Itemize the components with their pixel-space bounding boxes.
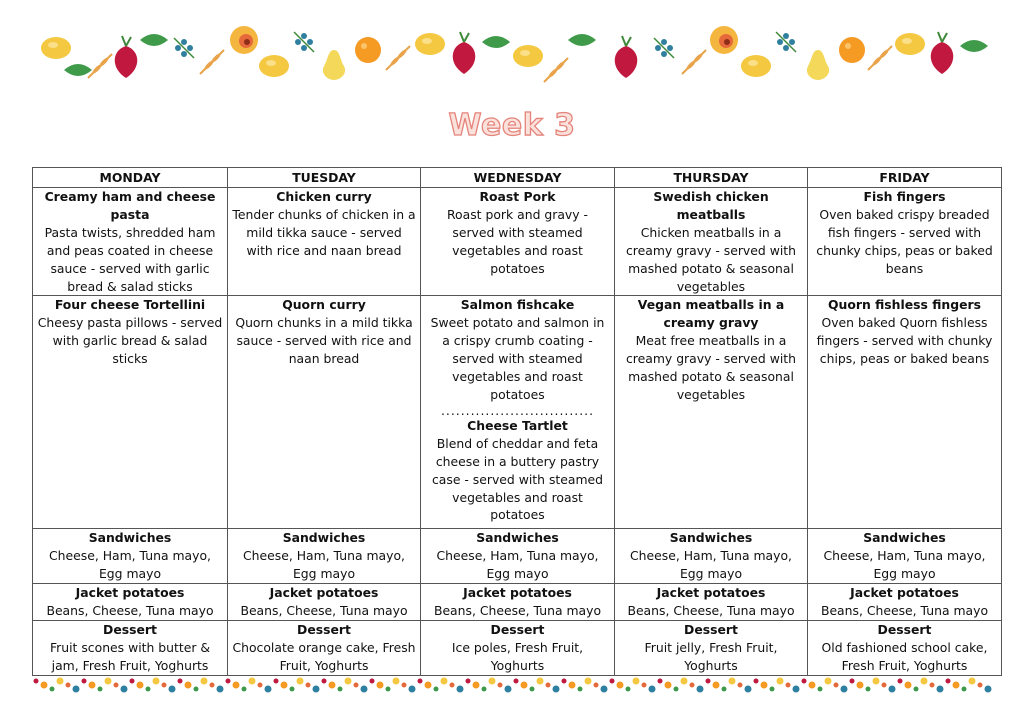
sandwiches-label: Sandwiches xyxy=(669,530,753,546)
jacket-label: Jacket potatoes xyxy=(656,585,766,601)
menu-cell xyxy=(33,620,228,675)
day-header: MONDAY xyxy=(33,168,228,188)
jacket-potatoes-row xyxy=(33,584,1002,621)
border-flower-icon xyxy=(809,682,816,689)
menu-cell xyxy=(228,584,421,621)
dish-description: Roast pork and gravy - served with steamed vegetables and roast potatoes xyxy=(446,206,588,276)
menu-cell xyxy=(421,188,615,296)
border-flower-icon xyxy=(841,686,848,693)
border-flower-icon xyxy=(722,687,727,692)
dish-description: Chicken meatballs in a creamy gravy - served with mashed potato & seasonal vegetables xyxy=(626,224,796,294)
border-flower-icon xyxy=(450,683,455,688)
menu-cell xyxy=(808,620,1002,675)
border-flower-icon xyxy=(834,683,839,688)
border-flower-icon xyxy=(578,687,583,692)
border-flower-icon xyxy=(546,683,551,688)
border-flower-icon xyxy=(201,678,208,685)
border-flower-icon xyxy=(274,679,279,684)
border-flower-icon xyxy=(921,678,928,685)
border-flower-icon xyxy=(674,687,679,692)
dish-description: Meat free meatballs in a creamy gravy - served with mashed potato & seasonal vegetables xyxy=(626,333,796,402)
dish-name: Chicken curry xyxy=(276,189,372,204)
menu-cell xyxy=(33,296,228,529)
footer-flower-border xyxy=(32,674,996,696)
border-flower-icon xyxy=(857,682,864,689)
menu-table xyxy=(32,167,1002,676)
border-flower-icon xyxy=(514,679,519,684)
sandwiches-items: Cheese, Ham, Tuna mayo, Egg mayo xyxy=(823,548,986,582)
menu-cell xyxy=(228,620,421,675)
border-flower-icon xyxy=(457,686,464,693)
jacket-label: Jacket potatoes xyxy=(269,585,379,601)
border-flower-icon xyxy=(761,682,768,689)
border-flower-icon xyxy=(729,678,736,685)
sandwiches-label: Sandwiches xyxy=(863,530,946,546)
border-flower-icon xyxy=(153,678,160,685)
border-flower-icon xyxy=(585,678,592,685)
border-flower-icon xyxy=(649,686,656,693)
dish-description: Oven baked crispy breaded fish fingers - served with chunky chips, peas or baked beans xyxy=(816,206,993,276)
border-flower-icon xyxy=(697,686,704,693)
menu-cell xyxy=(228,529,421,584)
border-flower-icon xyxy=(130,679,135,684)
menu-cell xyxy=(421,296,615,529)
border-flower-icon xyxy=(34,679,39,684)
border-flower-icon xyxy=(361,686,368,693)
dish-name: Swedish chicken meatballs xyxy=(653,189,769,222)
sandwiches-label: Sandwiches xyxy=(476,530,559,546)
menu-cell xyxy=(808,296,1002,529)
border-flower-icon xyxy=(194,687,199,692)
border-flower-icon xyxy=(985,686,992,693)
border-flower-icon xyxy=(258,683,263,688)
border-flower-icon xyxy=(249,678,256,685)
menu-cell xyxy=(615,620,808,675)
border-flower-icon xyxy=(265,686,272,693)
dessert-label: Dessert xyxy=(103,621,157,637)
dish-name: Vegan meatballs in a creamy gravy xyxy=(637,297,785,331)
border-flower-icon xyxy=(354,683,359,688)
dish-description: Oven baked Quorn fishless fingers - served with chunky chips, peas or baked beans xyxy=(816,315,993,367)
sandwiches-label: Sandwiches xyxy=(88,530,172,546)
border-flower-icon xyxy=(50,687,55,692)
main-dish-row-2 xyxy=(33,296,1002,529)
dessert-items: Chocolate orange cake, Fresh Fruit, Yoghurts xyxy=(232,639,416,673)
border-flower-icon xyxy=(386,687,391,692)
border-flower-icon xyxy=(466,679,471,684)
menu-cell xyxy=(615,584,808,621)
jacket-items: Beans, Cheese, Tuna mayo xyxy=(820,603,989,619)
border-flower-icon xyxy=(66,683,71,688)
border-flower-icon xyxy=(562,679,567,684)
border-flower-icon xyxy=(633,678,640,685)
border-flower-icon xyxy=(754,679,759,684)
border-flower-icon xyxy=(626,687,631,692)
border-flower-icon xyxy=(210,683,215,688)
jacket-items: Beans, Cheese, Tuna mayo xyxy=(433,603,602,619)
dish-name: Quorn curry xyxy=(282,297,366,313)
border-flower-icon xyxy=(57,678,64,685)
border-flower-icon xyxy=(706,679,711,684)
fruit-banner-decoration xyxy=(34,18,994,90)
border-flower-icon xyxy=(169,686,176,693)
border-flower-icon xyxy=(786,683,791,688)
border-flower-icon xyxy=(569,682,576,689)
border-flower-icon xyxy=(178,679,183,684)
jacket-label: Jacket potatoes xyxy=(75,585,185,601)
border-flower-icon xyxy=(681,678,688,685)
border-flower-icon xyxy=(226,679,231,684)
border-flower-icon xyxy=(825,678,832,685)
border-flower-icon xyxy=(505,686,512,693)
border-flower-icon xyxy=(793,686,800,693)
border-flower-icon xyxy=(137,682,144,689)
dessert-label: Dessert xyxy=(684,621,738,637)
border-flower-icon xyxy=(441,678,448,685)
border-flower-icon xyxy=(89,682,96,689)
border-flower-icon xyxy=(889,686,896,693)
border-flower-icon xyxy=(521,682,528,689)
border-flower-icon xyxy=(482,687,487,692)
border-flower-icon xyxy=(114,683,119,688)
menu-cell xyxy=(228,296,421,529)
jacket-label: Jacket potatoes xyxy=(463,585,572,601)
menu-cell xyxy=(808,584,1002,621)
border-flower-icon xyxy=(713,682,720,689)
jacket-items: Beans, Cheese, Tuna mayo xyxy=(46,603,214,619)
border-flower-icon xyxy=(553,686,560,693)
border-flower-icon xyxy=(409,686,416,693)
border-flower-icon xyxy=(873,678,880,685)
border-flower-icon xyxy=(818,687,823,692)
menu-cell xyxy=(33,529,228,584)
border-flower-icon xyxy=(969,678,976,685)
border-flower-icon xyxy=(345,678,352,685)
border-flower-icon xyxy=(850,679,855,684)
dish-name: Roast Pork xyxy=(479,189,556,204)
border-flower-icon xyxy=(146,687,151,692)
menu-cell xyxy=(615,529,808,584)
dish-description: Sweet potato and salmon in a crispy crumb coating - served with steamed vegetables and roast potatoes xyxy=(430,315,605,402)
menu-cell xyxy=(421,584,615,621)
border-flower-icon xyxy=(777,678,784,685)
day-header: FRIDAY xyxy=(808,168,1002,188)
dish-description: Cheesy pasta pillows - served with garlic bread & salad sticks xyxy=(37,315,223,367)
dish-name: Quorn fishless fingers xyxy=(828,297,981,313)
border-flower-icon xyxy=(978,683,983,688)
border-flower-icon xyxy=(297,678,304,685)
menu-cell xyxy=(421,529,615,584)
border-flower-icon xyxy=(185,682,192,689)
border-flower-icon xyxy=(658,679,663,684)
border-flower-icon xyxy=(306,683,311,688)
border-flower-icon xyxy=(905,682,912,689)
dish-name: Salmon fishcake xyxy=(460,297,575,313)
dish-description: Tender chunks of chicken in a mild tikka sauce - served with rice and naan bread xyxy=(232,206,416,258)
border-flower-icon xyxy=(377,682,384,689)
day-header-row xyxy=(33,168,1002,188)
border-flower-icon xyxy=(489,678,496,685)
border-flower-icon xyxy=(745,686,752,693)
border-flower-icon xyxy=(738,683,743,688)
alt-dish-name: Cheese Tartlet xyxy=(467,417,568,433)
border-flower-icon xyxy=(601,686,608,693)
border-flower-icon xyxy=(866,687,871,692)
border-flower-icon xyxy=(329,682,336,689)
menu-cell xyxy=(33,584,228,621)
menu-cell xyxy=(421,620,615,675)
dish-name: Fish fingers xyxy=(863,189,946,204)
border-flower-icon xyxy=(882,683,887,688)
border-flower-icon xyxy=(937,686,944,693)
border-flower-icon xyxy=(770,687,775,692)
border-flower-icon xyxy=(290,687,295,692)
border-flower-icon xyxy=(121,686,128,693)
border-flower-icon xyxy=(473,682,480,689)
day-header: TUESDAY xyxy=(228,168,421,188)
border-flower-icon xyxy=(665,682,672,689)
jacket-items: Beans, Cheese, Tuna mayo xyxy=(240,603,408,619)
border-flower-icon xyxy=(393,678,400,685)
border-flower-icon xyxy=(402,683,407,688)
border-flower-icon xyxy=(338,687,343,692)
dish-separator: ............................... xyxy=(440,402,595,418)
border-flower-icon xyxy=(617,682,624,689)
border-flower-icon xyxy=(962,687,967,692)
alt-dish-description: Blend of cheddar and feta cheese in a buttery pastry case - served with steamed vegetables and roast potatoes xyxy=(431,435,604,523)
border-flower-icon xyxy=(930,683,935,688)
border-flower-icon xyxy=(802,679,807,684)
dish-description: Quorn chunks in a mild tikka sauce - served with rice and naan bread xyxy=(235,315,413,367)
page-title: Week 3 xyxy=(448,108,576,143)
border-flower-icon xyxy=(425,682,432,689)
dish-name: Four cheese Tortellini xyxy=(54,297,206,313)
border-flower-icon xyxy=(610,679,615,684)
dessert-items: Old fashioned school cake, Fresh Fruit, Yoghurts xyxy=(821,639,988,673)
border-flower-icon xyxy=(370,679,375,684)
main-dish-row-1 xyxy=(33,188,1002,296)
border-flower-icon xyxy=(82,679,87,684)
dessert-label: Dessert xyxy=(490,621,545,637)
border-flower-icon xyxy=(898,679,903,684)
border-flower-icon xyxy=(498,683,503,688)
border-flower-icon xyxy=(162,683,167,688)
dessert-items: Ice poles, Fresh Fruit, Yoghurts xyxy=(451,639,584,673)
dessert-row xyxy=(33,620,1002,675)
border-flower-icon xyxy=(530,687,535,692)
jacket-items: Beans, Cheese, Tuna mayo xyxy=(627,603,795,619)
dessert-items: Fruit scones with butter & jam, Fresh Fruit, Yoghurts xyxy=(49,639,211,673)
border-flower-icon xyxy=(690,683,695,688)
day-header: WEDNESDAY xyxy=(421,168,615,188)
border-flower-icon xyxy=(594,683,599,688)
border-flower-icon xyxy=(642,683,647,688)
border-flower-icon xyxy=(434,687,439,692)
border-flower-icon xyxy=(281,682,288,689)
menu-cell xyxy=(615,188,808,296)
border-flower-icon xyxy=(946,679,951,684)
dessert-label: Dessert xyxy=(297,621,351,637)
menu-cell xyxy=(808,188,1002,296)
sandwiches-row xyxy=(33,529,1002,584)
sandwiches-items: Cheese, Ham, Tuna mayo, Egg mayo xyxy=(242,548,405,582)
day-header: THURSDAY xyxy=(615,168,808,188)
dessert-items: Fruit jelly, Fresh Fruit, Yoghurts xyxy=(644,639,778,673)
dessert-label: Dessert xyxy=(877,621,932,637)
sandwiches-label: Sandwiches xyxy=(282,530,366,546)
border-flower-icon xyxy=(73,686,80,693)
border-flower-icon xyxy=(242,687,247,692)
sandwiches-items: Cheese, Ham, Tuna mayo, Egg mayo xyxy=(629,548,792,582)
border-flower-icon xyxy=(953,682,960,689)
dish-name: Creamy ham and cheese pasta xyxy=(44,189,216,222)
menu-cell xyxy=(615,296,808,529)
border-flower-icon xyxy=(98,687,103,692)
border-flower-icon xyxy=(537,678,544,685)
border-flower-icon xyxy=(233,682,240,689)
border-flower-icon xyxy=(41,682,48,689)
border-flower-icon xyxy=(217,686,224,693)
jacket-label: Jacket potatoes xyxy=(850,585,959,601)
border-flower-icon xyxy=(105,678,112,685)
menu-cell xyxy=(228,188,421,296)
border-flower-icon xyxy=(313,686,320,693)
border-flower-icon xyxy=(914,687,919,692)
menu-cell xyxy=(808,529,1002,584)
border-flower-icon xyxy=(418,679,423,684)
sandwiches-items: Cheese, Ham, Tuna mayo, Egg mayo xyxy=(436,548,599,582)
sandwiches-items: Cheese, Ham, Tuna mayo, Egg mayo xyxy=(48,548,211,582)
dish-description: Pasta twists, shredded ham and peas coated in cheese sauce - served with garlic bread & salad sticks xyxy=(44,224,216,294)
menu-cell xyxy=(33,188,228,296)
border-flower-icon xyxy=(322,679,327,684)
